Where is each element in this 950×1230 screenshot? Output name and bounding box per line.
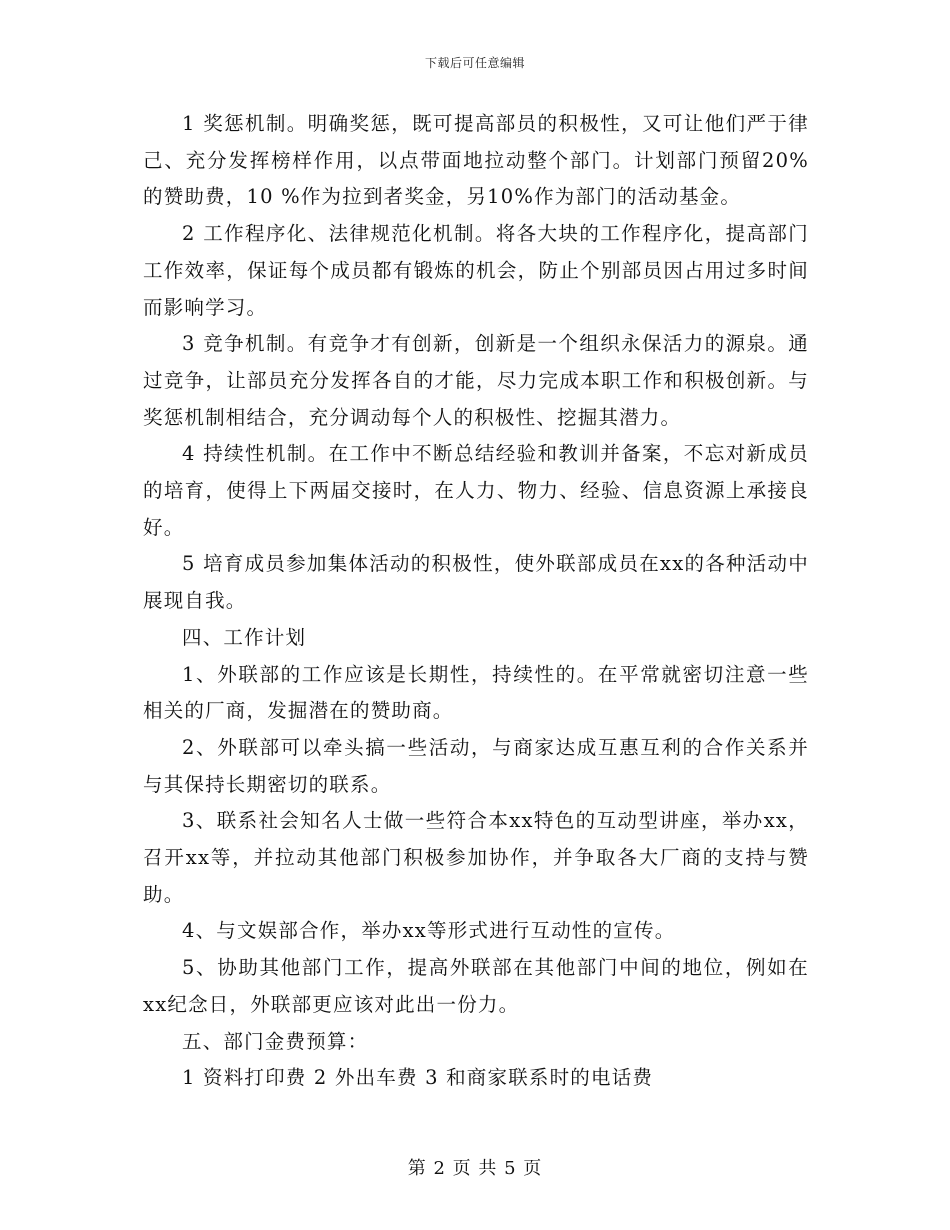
page-header: 下载后可任意编辑 [424,56,525,70]
paragraph-activity-enthusiasm: 5 培育成员参加集体活动的积极性，使外联部成员在xx的各种活动中展现自我。 [143,552,809,613]
paragraph-procedure-mechanism: 2 工作程序化、法律规范化机制。将各大块的工作程序化，提高部门工作效率，保证每个成员都有锻炼的机会，防止个别部员因占用过多时间而影响学习。 [143,222,809,319]
paragraph-competition-mechanism: 3 竞争机制。有竞争才有创新，创新是一个组织永保活力的源泉。通过竞争，让部员充分发挥各自的才能，尽力完成本职工作和积极创新。与奖惩机制相结合，充分调动每个人的积极性、挖掘其潜力。 [143,332,809,429]
paragraph-continuity-mechanism: 4 持续性机制。在工作中不断总结经验和教训并备案，不忘对新成员的培育，使得上下两届交接时，在人力、物力、经验、信息资源上承接良好。 [143,442,809,539]
paragraph-plan-3: 3、联系社会知名人士做一些符合本xx特色的互动型讲座，举办xx，召开xx等，并拉动其他部门积极参加协作，并争取各大厂商的支持与赞助。 [143,809,809,906]
section-heading-budget: 五、部门金费预算： [182,1029,369,1053]
paragraph-reward-mechanism: 1 奖惩机制。明确奖惩，既可提高部员的积极性，又可让他们严于律己、充分发挥榜样作用，以点带面地拉动整个部门。计划部门预留20%的赞助费，10 %作为拉到者奖金，另10%作为部门的活动基金。 [143,112,809,209]
page-number: 第 2 页 共 5 页 [407,1158,543,1179]
paragraph-plan-1: 1、外联部的工作应该是长期性，持续性的。在平常就密切注意一些相关的厂商，发掘潜在的赞助商。 [143,662,809,723]
document-body [143,106,809,1097]
section-heading-work-plan: 四、工作计划 [182,625,307,649]
paragraph-budget-items: 1 资料打印费 2 外出车费 3 和商家联系时的电话费 [182,1066,654,1090]
paragraph-plan-5: 5、协助其他部门工作，提高外联部在其他部门中间的地位，例如在xx纪念日，外联部更应该对此出一份力。 [143,956,809,1016]
paragraph-plan-2: 2、外联部可以牵头搞一些活动，与商家达成互惠互利的合作关系并与其保持长期密切的联系。 [143,735,809,796]
paragraph-plan-4: 4、与文娱部合作，举办xx等形式进行互动性的宣传。 [182,919,676,943]
